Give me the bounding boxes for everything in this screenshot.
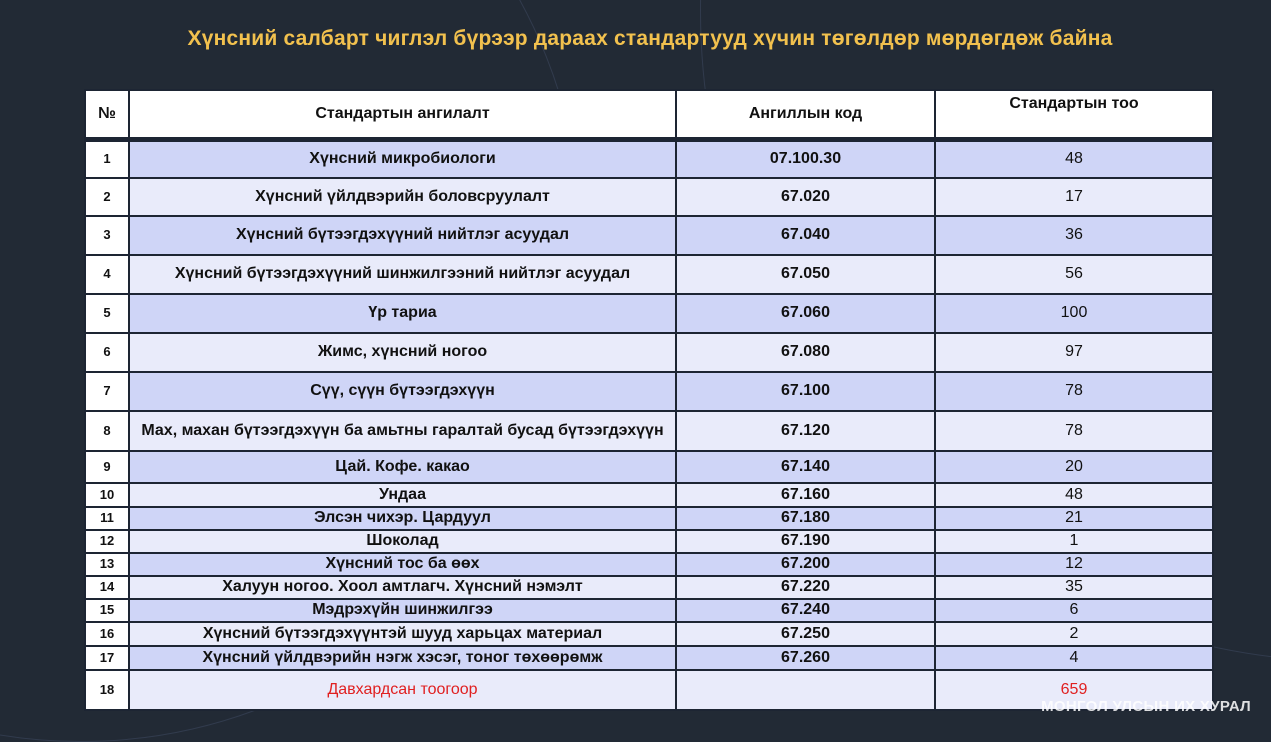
cell-category: Мэдрэхүйн шинжилгээ bbox=[129, 599, 676, 622]
header-num: № bbox=[85, 90, 129, 140]
table-header-row bbox=[85, 90, 1213, 140]
cell-num: 13 bbox=[85, 553, 129, 576]
table-row bbox=[85, 576, 1213, 599]
cell-count: 36 bbox=[935, 216, 1213, 255]
cell-category: Ундаа bbox=[129, 483, 676, 507]
table-row bbox=[85, 140, 1213, 178]
cell-count: 659 bbox=[935, 670, 1213, 710]
cell-num: 17 bbox=[85, 646, 129, 670]
cell-code: 67.100 bbox=[676, 372, 935, 411]
cell-category: Сүү, сүүн бүтээгдэхүүн bbox=[129, 372, 676, 411]
cell-num: 11 bbox=[85, 507, 129, 530]
cell-count: 12 bbox=[935, 553, 1213, 576]
cell-category: Хүнсний бүтээгдэхүүний нийтлэг асуудал bbox=[129, 216, 676, 255]
cell-num: 4 bbox=[85, 255, 129, 294]
cell-code: 67.200 bbox=[676, 553, 935, 576]
cell-count: 2 bbox=[935, 622, 1213, 646]
cell-count: 35 bbox=[935, 576, 1213, 599]
cell-count: 48 bbox=[935, 140, 1213, 178]
table-row bbox=[85, 646, 1213, 670]
cell-count: 1 bbox=[935, 530, 1213, 553]
cell-category: Мах, махан бүтээгдэхүүн ба амьтны гаралтай бусад бүтээгдэхүүн bbox=[129, 411, 676, 451]
cell-category: Цай. Кофе. какао bbox=[129, 451, 676, 483]
cell-num: 15 bbox=[85, 599, 129, 622]
table-row bbox=[85, 216, 1213, 255]
cell-num: 8 bbox=[85, 411, 129, 451]
cell-count: 48 bbox=[935, 483, 1213, 507]
cell-count: 4 bbox=[935, 646, 1213, 670]
standards-table bbox=[84, 89, 1214, 711]
page-title: Хүнсний салбарт чиглэл бүрээр дараах стандартууд хүчин төгөлдөр мөрдөгдөж байна bbox=[187, 27, 1113, 50]
cell-count: 20 bbox=[935, 451, 1213, 483]
cell-category: Хүнсний үйлдвэрийн боловсруулалт bbox=[129, 178, 676, 216]
cell-count: 78 bbox=[935, 411, 1213, 451]
cell-code: 67.020 bbox=[676, 178, 935, 216]
cell-num: 7 bbox=[85, 372, 129, 411]
cell-code: 67.040 bbox=[676, 216, 935, 255]
cell-num: 2 bbox=[85, 178, 129, 216]
cell-category: Үр тариа bbox=[129, 294, 676, 333]
table-row bbox=[85, 451, 1213, 483]
header-code: Ангиллын код bbox=[676, 90, 935, 140]
cell-category: Хүнсний бүтээгдэхүүний шинжилгээний нийтлэг асуудал bbox=[129, 255, 676, 294]
table-row bbox=[85, 553, 1213, 576]
cell-count: 56 bbox=[935, 255, 1213, 294]
header-category: Стандартын ангилалт bbox=[129, 90, 676, 140]
cell-code: 67.190 bbox=[676, 530, 935, 553]
table-row bbox=[85, 294, 1213, 333]
cell-category: Хүнсний үйлдвэрийн нэгж хэсэг, тоног төхөөрөмж bbox=[129, 646, 676, 670]
cell-code bbox=[676, 670, 935, 710]
cell-count: 6 bbox=[935, 599, 1213, 622]
cell-num: 10 bbox=[85, 483, 129, 507]
cell-count: 21 bbox=[935, 507, 1213, 530]
table-row bbox=[85, 599, 1213, 622]
cell-code: 67.240 bbox=[676, 599, 935, 622]
cell-count: 78 bbox=[935, 372, 1213, 411]
cell-code: 67.220 bbox=[676, 576, 935, 599]
cell-num: 5 bbox=[85, 294, 129, 333]
cell-category: Хүнсний тос ба өөх bbox=[129, 553, 676, 576]
cell-code: 07.100.30 bbox=[676, 140, 935, 178]
cell-code: 67.080 bbox=[676, 333, 935, 372]
cell-count: 100 bbox=[935, 294, 1213, 333]
cell-num: 18 bbox=[85, 670, 129, 710]
cell-category: Хүнсний бүтээгдэхүүнтэй шууд харьцах материал bbox=[129, 622, 676, 646]
cell-category: Давхардсан тоогоор bbox=[129, 670, 676, 710]
cell-code: 67.260 bbox=[676, 646, 935, 670]
cell-num: 3 bbox=[85, 216, 129, 255]
table-body bbox=[85, 140, 1213, 710]
watermark: МОНГОЛ УЛСЫН ИХ ХУРАЛ bbox=[1041, 698, 1251, 715]
cell-category: Жимс, хүнсний ногоо bbox=[129, 333, 676, 372]
cell-code: 67.060 bbox=[676, 294, 935, 333]
cell-code: 67.140 bbox=[676, 451, 935, 483]
cell-category: Шоколад bbox=[129, 530, 676, 553]
cell-num: 1 bbox=[85, 140, 129, 178]
table-row bbox=[85, 530, 1213, 553]
cell-code: 67.250 bbox=[676, 622, 935, 646]
table-row bbox=[85, 372, 1213, 411]
cell-code: 67.120 bbox=[676, 411, 935, 451]
table-row bbox=[85, 333, 1213, 372]
cell-num: 14 bbox=[85, 576, 129, 599]
cell-code: 67.050 bbox=[676, 255, 935, 294]
cell-code: 67.160 bbox=[676, 483, 935, 507]
table-row bbox=[85, 507, 1213, 530]
cell-count: 97 bbox=[935, 333, 1213, 372]
table-row bbox=[85, 483, 1213, 507]
cell-category: Хүнсний микробиологи bbox=[129, 140, 676, 178]
cell-count: 17 bbox=[935, 178, 1213, 216]
header-count: Стандартын тоо bbox=[935, 90, 1213, 140]
cell-num: 12 bbox=[85, 530, 129, 553]
cell-category: Халуун ногоо. Хоол амтлагч. Хүнсний нэмэлт bbox=[129, 576, 676, 599]
cell-num: 9 bbox=[85, 451, 129, 483]
cell-num: 16 bbox=[85, 622, 129, 646]
table-row bbox=[85, 178, 1213, 216]
table-row bbox=[85, 622, 1213, 646]
table-row bbox=[85, 411, 1213, 451]
cell-num: 6 bbox=[85, 333, 129, 372]
cell-category: Элсэн чихэр. Цардуул bbox=[129, 507, 676, 530]
cell-code: 67.180 bbox=[676, 507, 935, 530]
table-row bbox=[85, 255, 1213, 294]
